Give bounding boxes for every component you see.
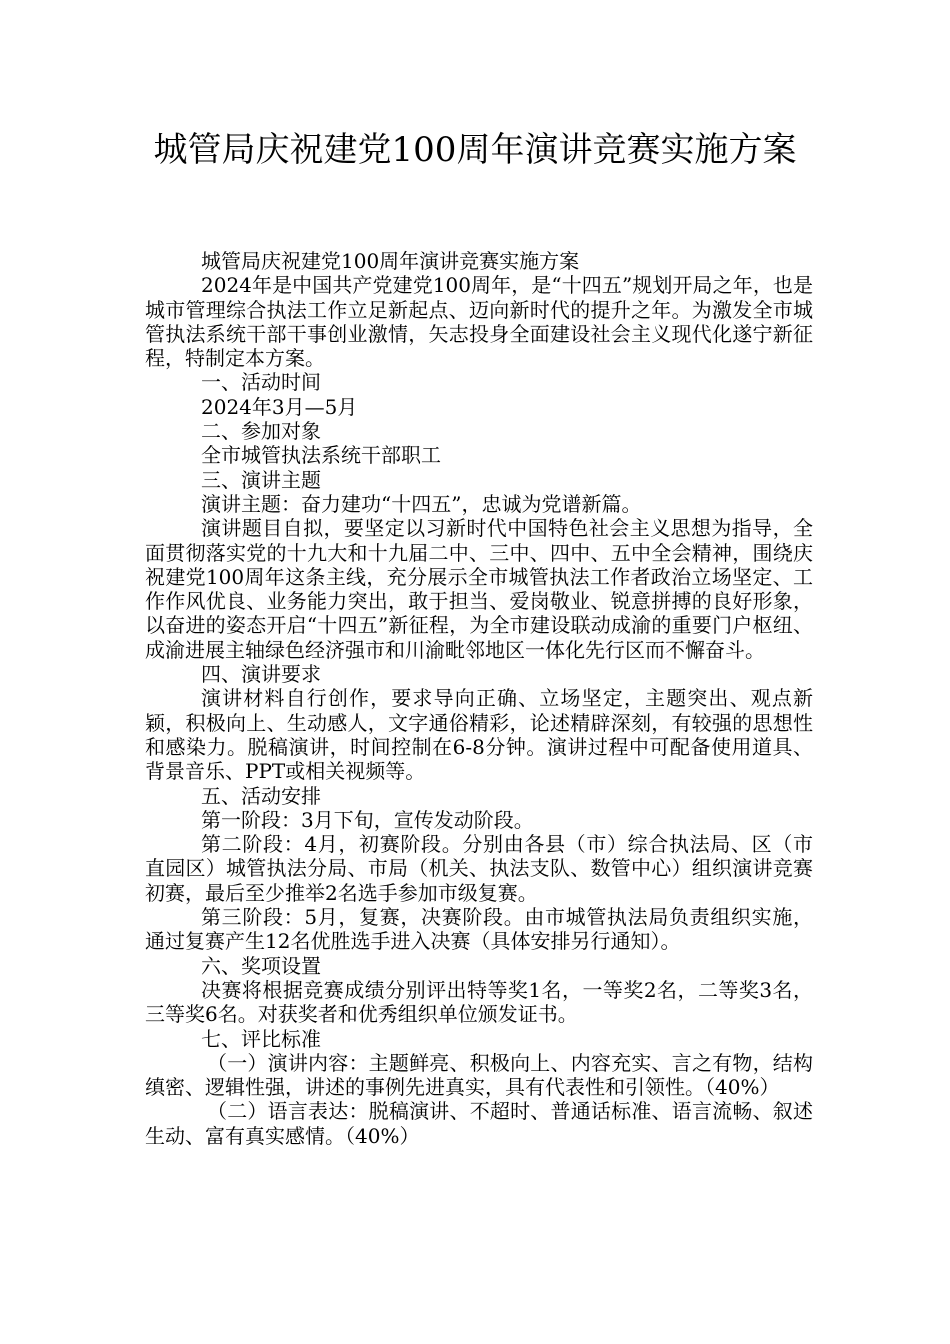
paragraph-stage-2: 第二阶段：4月，初赛阶段。分别由各县（市）综合执法局、区（市直园区）城管执法分局、市局（机关、执法支队、数管中心）组织演讲竞赛初赛，最后至少推举2名选手参加市级复赛。 — [145, 832, 813, 905]
paragraph-time: 2024年3月—5月 — [201, 394, 358, 419]
section-heading-time: 一、活动时间 — [201, 370, 321, 395]
paragraph-stage-1: 第一阶段：3月下旬，宣传发动阶段。 — [201, 807, 534, 832]
paragraph-intro: 2024年是中国共产党建党100周年，是“十四五”规划开局之年，也是城市管理综合执法工作立足新起点、迈向新时代的提升之年。为激发全市城管执法系统干部干事创业激情，矢志投身全面建设社会主义现代化遂宁新征程，特制定本方案。 — [145, 273, 813, 371]
section-heading-criteria: 七、评比标准 — [201, 1026, 321, 1051]
paragraph-topic: 演讲题目自拟，要坚定以习新时代中国特色社会主义思想为指导，全面贯彻落实党的十九大和十九届二中、三中、四中、五中全会精神，围绕庆祝建党100周年这条主线，充分展示全市城管执法工作者政治立场坚定、工作作风优良、业务能力突出，敢于担当、爱岗敬业、锐意拼搏的良好形象，以奋进的姿态开启“十四五”新征程，为全市建设联动成渝的重要门户枢纽、成渝进展主轴绿色经济强市和川渝毗邻地区一体化先行区而不懈奋斗。 — [145, 516, 813, 662]
document-body — [145, 249, 813, 1148]
section-heading-participants: 二、参加对象 — [201, 419, 321, 444]
paragraph-participants: 全市城管执法系统干部职工 — [201, 443, 441, 468]
paragraph-subtitle: 城管局庆祝建党100周年演讲竞赛实施方案 — [201, 249, 580, 273]
paragraph-theme: 演讲主题：奋力建功“十四五”，忠诚为党谱新篇。 — [201, 491, 642, 516]
paragraph-requirements: 演讲材料自行创作，要求导向正确、立场坚定，主题突出、观点新颖，积极向上、生动感人，文字通俗精彩，论述精辟深刻，有较强的思想性和感染力。脱稿演讲，时间控制在6-8分钟。演讲过程中可配备使用道具、背景音乐、PPT或相关视频等。 — [145, 686, 813, 784]
section-heading-theme: 三、演讲主题 — [201, 467, 321, 492]
paragraph-criteria-content: （一）演讲内容：主题鲜亮、积极向上、内容充实、言之有物，结构缜密、逻辑性强，讲述的事例先进真实，具有代表性和引领性。（40%） — [145, 1050, 813, 1100]
section-heading-awards: 六、奖项设置 — [201, 953, 321, 978]
paragraph-awards: 决赛将根据竞赛成绩分别评出特等奖1名，一等奖2名，二等奖3名，三等奖6名。对获奖者和优秀组织单位颁发证书。 — [145, 977, 813, 1027]
section-heading-requirements: 四、演讲要求 — [201, 662, 321, 687]
paragraph-stage-3: 第三阶段：5月，复赛，决赛阶段。由市城管执法局负责组织实施，通过复赛产生12名优胜选手进入决赛（具体安排另行通知）。 — [145, 905, 813, 954]
section-heading-schedule: 五、活动安排 — [201, 783, 321, 808]
document-title: 城管局庆祝建党100周年演讲竞赛实施方案 — [153, 130, 797, 170]
paragraph-criteria-language: （二）语言表达：脱稿演讲、不超时、普通话标准、语言流畅、叙述生动、富有真实感情。（40%） — [145, 1099, 813, 1148]
